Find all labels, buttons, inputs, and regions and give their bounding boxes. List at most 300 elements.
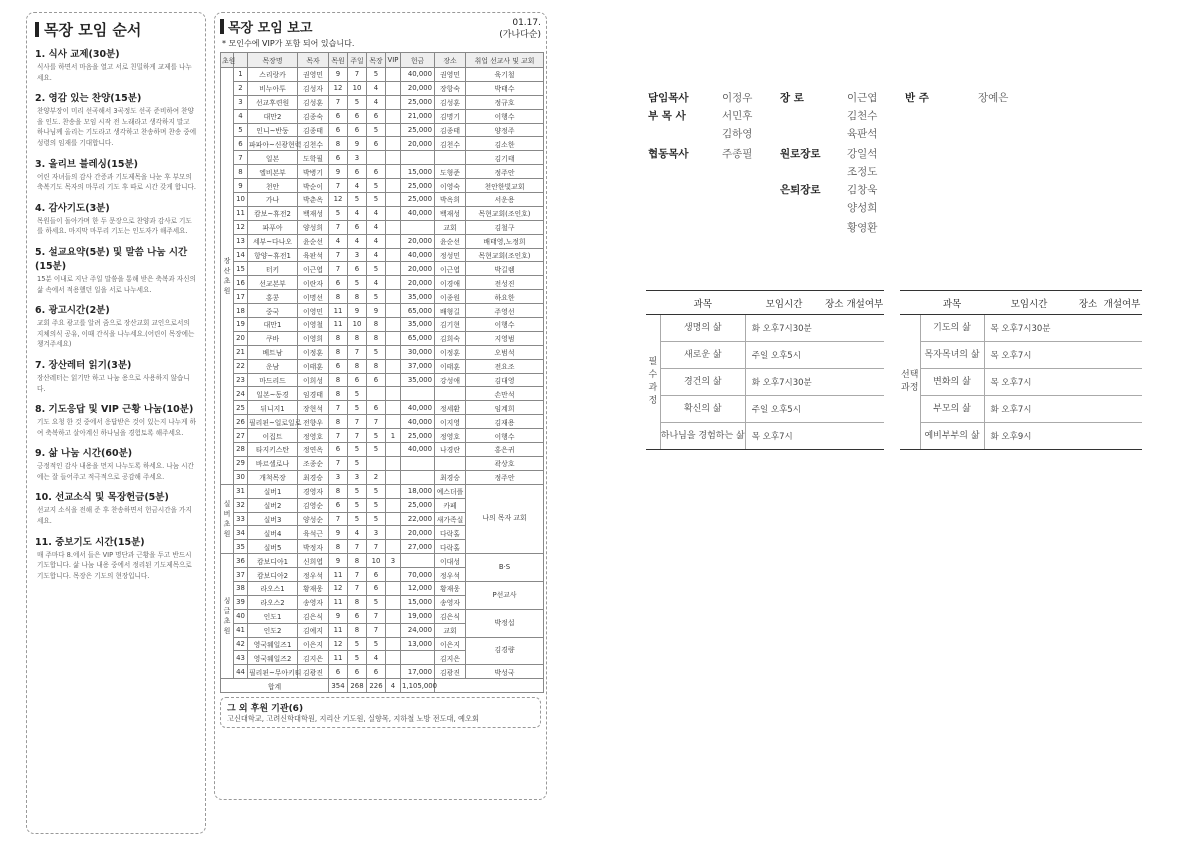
staff-name: 이근엽 [847, 92, 878, 104]
report-cell: 26 [234, 415, 248, 429]
order-section [35, 445, 197, 482]
report-cell: 7 [367, 540, 386, 554]
report-cell: 터키 [248, 262, 298, 276]
report-cell: 권영민 [298, 68, 329, 82]
report-col-header: 초원 [221, 53, 234, 68]
report-cell-mission: 서운용 [466, 193, 544, 207]
report-cell [401, 470, 435, 484]
course-status [846, 342, 884, 369]
report-cell [386, 331, 401, 345]
report-row [221, 581, 544, 595]
report-cell: 5 [348, 512, 367, 526]
report-cell: 12 [329, 637, 348, 651]
course-place [823, 423, 846, 450]
report-cell: 5 [367, 595, 386, 609]
course-row [900, 423, 1142, 450]
report-cell: 5 [367, 429, 386, 443]
course-status [1102, 342, 1142, 369]
report-row [221, 68, 544, 82]
meeting-order-title: 목장 모임 순서 [35, 19, 197, 40]
staff-role: 담임목사 [648, 92, 689, 104]
report-cell: 21,000 [401, 109, 435, 123]
report-row [221, 470, 544, 484]
report-cell: 6 [329, 151, 348, 165]
report-cell: 김지은 [435, 651, 466, 665]
report-row [221, 359, 544, 373]
report-cell [401, 456, 435, 470]
report-cell: 6 [329, 109, 348, 123]
order-section-text: 기도 요청 한 것 중에서 응답받은 것이 있는지 나누게 하여 축복하고 살아계신 하나님을 경험토록 해주세요. [37, 418, 196, 437]
other-support-title: 그 외 후원 기관(6) [227, 704, 304, 715]
course-status [846, 315, 884, 342]
report-cell-mission: 김대영 [466, 373, 544, 387]
total-label: 합계 [221, 679, 329, 693]
total-cell: 226 [367, 679, 386, 693]
report-cell: 타지키스탄 [248, 443, 298, 457]
report-cell: 2 [234, 81, 248, 95]
staff-name: 김창욱 [847, 184, 878, 196]
report-cell: 7 [329, 512, 348, 526]
course-time: 주일 오후5시 [745, 396, 823, 423]
report-cell: 11 [329, 318, 348, 332]
report-cell: 9 [329, 165, 348, 179]
report-cell: 5 [348, 443, 367, 457]
report-cell: 24 [234, 387, 248, 401]
report-cell: 최경승 [435, 470, 466, 484]
report-cell: 김영순 [298, 498, 329, 512]
report-cell [386, 512, 401, 526]
report-row [221, 429, 544, 443]
staff-name: 이정우 [722, 92, 753, 104]
report-row [221, 248, 544, 262]
report-cell [386, 165, 401, 179]
report-cell [386, 637, 401, 651]
course-col-header: 개설여부 [1102, 291, 1142, 315]
report-row [221, 165, 544, 179]
report-cell: 12 [329, 581, 348, 595]
course-time: 화 오후9시 [984, 423, 1074, 450]
course-name: 기도의 삶 [920, 315, 984, 342]
report-cell: 14 [234, 248, 248, 262]
report-cell: 37 [234, 568, 248, 582]
report-cell [435, 151, 466, 165]
report-cell: 정영호 [435, 429, 466, 443]
report-cell: 70,000 [401, 568, 435, 582]
report-cell: 5 [367, 637, 386, 651]
report-cell [435, 456, 466, 470]
report-cell: 전향우 [298, 415, 329, 429]
report-cell: 캄보~휴전2 [248, 206, 298, 220]
report-cell: 이은지 [298, 637, 329, 651]
other-support-box [220, 697, 541, 728]
report-cell-mission: 양정주 [466, 123, 544, 137]
report-col-header: 취업 선교사 및 교회 [466, 53, 544, 68]
report-cell: 강성애 [435, 373, 466, 387]
report-cell-mission: 홍은귀 [466, 443, 544, 457]
course-place [823, 396, 846, 423]
report-cell: 5 [367, 179, 386, 193]
course-row [646, 342, 884, 369]
report-cell [386, 540, 401, 554]
report-cell: 7 [329, 456, 348, 470]
report-cell: 25,000 [401, 123, 435, 137]
report-cell: 양성순 [298, 512, 329, 526]
report-row [221, 234, 544, 248]
report-row [221, 387, 544, 401]
report-cell: 11 [329, 623, 348, 637]
report-row [221, 123, 544, 137]
report-cell: 5 [367, 262, 386, 276]
report-cell-mission: 임계희 [466, 401, 544, 415]
report-cell: 4 [348, 206, 367, 220]
report-cell: 베트남 [248, 345, 298, 359]
report-cell: 21 [234, 345, 248, 359]
report-cell: 김지은 [298, 651, 329, 665]
course-place [1074, 369, 1102, 396]
course-place [823, 369, 846, 396]
report-cell: 65,000 [401, 304, 435, 318]
staff-name: 조정도 [847, 166, 878, 178]
course-time: 화 오후7시30분 [745, 315, 823, 342]
report-cell: 5 [348, 456, 367, 470]
report-cell: 13 [234, 234, 248, 248]
course-group-label: 선택과정 [900, 315, 920, 450]
report-cell [386, 651, 401, 665]
report-cell: 35,000 [401, 373, 435, 387]
report-col-header: 목자 [298, 53, 329, 68]
report-cell: 7 [367, 609, 386, 623]
report-cell: 윤순선 [298, 234, 329, 248]
report-cell: 5 [348, 95, 367, 109]
meeting-order-panel [26, 12, 206, 834]
report-cell: 파파아~신광현력 [248, 137, 298, 151]
report-cell: 김천수 [298, 137, 329, 151]
staff-name: 양성희 [847, 202, 878, 214]
report-cell: 11 [329, 651, 348, 665]
course-place [823, 315, 846, 342]
report-row [221, 443, 544, 457]
course-name: 생명의 삶 [660, 315, 745, 342]
report-cell: 영국웨일즈2 [248, 651, 298, 665]
course-place [1074, 342, 1102, 369]
report-row [221, 193, 544, 207]
order-section-heading: 7. 장산레터 읽기(3분) [35, 359, 132, 371]
report-cell: 6 [348, 373, 367, 387]
report-cell: 11 [329, 595, 348, 609]
report-cell: 28 [234, 443, 248, 457]
report-cell: 31 [234, 484, 248, 498]
report-cell: 9 [348, 137, 367, 151]
order-section-text: 긍정적인 감사 내용을 먼저 나누도록 하세요. 나눔 시간에는 잘 들어주고 적극적으로 공감해 주세요. [37, 462, 194, 481]
report-cell: 5 [367, 290, 386, 304]
report-cell-mission: 이행수 [466, 429, 544, 443]
report-cell: 김광진 [298, 665, 329, 679]
report-cell: 19,000 [401, 609, 435, 623]
course-status [1102, 315, 1142, 342]
report-cell: 25,000 [401, 498, 435, 512]
report-cell: 6 [367, 568, 386, 582]
report-cell: 5 [367, 123, 386, 137]
report-cell: 파푸아 [248, 220, 298, 234]
report-cell [386, 665, 401, 679]
course-time: 목 오후7시30분 [984, 315, 1074, 342]
report-header-row [221, 53, 544, 68]
report-cell: 4 [367, 651, 386, 665]
report-cell: 교회 [435, 220, 466, 234]
report-cell [386, 123, 401, 137]
report-cell: 정영호 [298, 429, 329, 443]
report-cell: 경영자 [298, 484, 329, 498]
report-cell [386, 179, 401, 193]
report-cell: 34 [234, 526, 248, 540]
report-cell: 8 [329, 345, 348, 359]
course-time: 목 오후7시 [984, 369, 1074, 396]
report-cell [386, 151, 401, 165]
report-cell: 12 [329, 193, 348, 207]
report-cell: 20,000 [401, 137, 435, 151]
report-cell: 9 [329, 554, 348, 568]
report-cell: 5 [367, 345, 386, 359]
order-section-heading: 3. 올리브 블레싱(15분) [35, 158, 138, 170]
report-cell: 정세환 [435, 401, 466, 415]
report-cell: 8 [329, 484, 348, 498]
report-cell: 7 [367, 623, 386, 637]
report-col-header: 장소 [435, 53, 466, 68]
report-cell: 6 [329, 665, 348, 679]
report-cell: 이태훈 [298, 359, 329, 373]
report-col-header [234, 53, 248, 68]
order-section-text: 식사를 하면서 마음을 열고 서로 친밀하게 교제를 나누세요. [37, 63, 192, 82]
report-cell: 육석근 [298, 526, 329, 540]
course-name: 경건의 삶 [660, 369, 745, 396]
order-section-heading: 5. 설교요약(5분) 및 말씀 나눔 시간(15분) [35, 246, 188, 272]
order-section-heading: 9. 삶 나눔 시간(60분) [35, 448, 133, 460]
report-cell: 실버2 [248, 498, 298, 512]
report-cell [386, 234, 401, 248]
report-cell-mission: 김철구 [466, 220, 544, 234]
report-cell: 8 [329, 415, 348, 429]
report-cell: 7 [367, 415, 386, 429]
report-cell: 6 [367, 109, 386, 123]
report-col-header: 목장명 [248, 53, 298, 68]
course-status [1102, 369, 1142, 396]
report-cell: 윤순선 [435, 234, 466, 248]
report-table [220, 52, 544, 693]
report-cell: 8 [329, 137, 348, 151]
report-cell: 마드리드 [248, 373, 298, 387]
report-cell: 캄보디아2 [248, 568, 298, 582]
report-cell [401, 151, 435, 165]
report-cell-mission: 이행수 [466, 318, 544, 332]
order-section-heading: 6. 광고시간(2분) [35, 305, 110, 317]
report-cell: 6 [348, 609, 367, 623]
report-cell: 6 [367, 137, 386, 151]
course-col-header: 모임시간 [984, 291, 1074, 315]
staff-role: 원로장로 [780, 148, 821, 160]
report-cell [386, 68, 401, 82]
report-cell: 9 [329, 526, 348, 540]
report-cell-mission: 하요한 [466, 290, 544, 304]
order-section-text: 어린 자녀들의 감사 간증과 기도제목을 나눈 후 부모의 축복기도 목자의 마무리 기도 후 따로 시간 갖게 합니다. [37, 172, 196, 192]
report-cell: 3 [367, 526, 386, 540]
report-cell-mission: 박정섭 [466, 609, 544, 637]
order-section [35, 357, 197, 394]
course-col-header: 장소 [1074, 291, 1102, 315]
report-cell [367, 456, 386, 470]
report-cell: 배형길 [435, 304, 466, 318]
report-cell: 5 [329, 206, 348, 220]
report-cell [386, 220, 401, 234]
report-cell: 27 [234, 429, 248, 443]
report-row [221, 637, 544, 651]
report-cell: 22 [234, 359, 248, 373]
order-section-text: 선교지 소식을 전해 준 후 찬송하면서 헌금시간을 가지세요. [37, 506, 192, 526]
order-section-heading: 10. 선교소식 및 목장헌금(5분) [35, 492, 169, 504]
report-cell-mission: 목현교회(조인호) [466, 206, 544, 220]
report-cell: 바르셀로나 [248, 456, 298, 470]
report-cell: 4 [367, 81, 386, 95]
report-row [221, 109, 544, 123]
report-cell-mission: B·S [466, 554, 544, 582]
report-cell: 7 [348, 68, 367, 82]
report-cell [386, 484, 401, 498]
report-cell: 3 [234, 95, 248, 109]
report-cell: 최경승 [298, 470, 329, 484]
report-cell: 20 [234, 331, 248, 345]
report-cell [386, 498, 401, 512]
report-cell: 김천수 [435, 137, 466, 151]
report-cell: 이근엽 [435, 262, 466, 276]
report-cell: 30,000 [401, 345, 435, 359]
report-cell-mission: 오범석 [466, 345, 544, 359]
report-cell: 6 [329, 359, 348, 373]
report-cell [386, 456, 401, 470]
report-cell: 5 [367, 512, 386, 526]
report-row [221, 206, 544, 220]
report-cell-mission: 박길렘 [466, 262, 544, 276]
order-section-heading: 2. 영감 있는 찬양(15분) [35, 93, 142, 105]
report-cell-mission: 배태영,노정희 [466, 234, 544, 248]
report-cell: 신희엽 [298, 554, 329, 568]
report-cell-mission: 정주안 [466, 470, 544, 484]
report-cell: 인도2 [248, 623, 298, 637]
report-cell: 40,000 [401, 443, 435, 457]
report-cell: 20,000 [401, 526, 435, 540]
report-cell [386, 262, 401, 276]
report-cell: 5 [348, 401, 367, 415]
report-cell: 박병기 [298, 165, 329, 179]
report-cell: 17 [234, 290, 248, 304]
report-cell: 20,000 [401, 276, 435, 290]
report-cell-mission: 주영선 [466, 304, 544, 318]
report-cell: 홍콩 [248, 290, 298, 304]
report-cell: 33 [234, 512, 248, 526]
report-cell: 7 [348, 540, 367, 554]
report-cell: 3 [386, 554, 401, 568]
report-cell: 8 [329, 331, 348, 345]
report-cell: 필리핀~일로일로 [248, 415, 298, 429]
report-cell: 40,000 [401, 68, 435, 82]
report-cell: 김예지 [298, 623, 329, 637]
order-section-text: 매 주마다 8.에서 들은 VIP 명단과 근황을 두고 반드시 기도합니다. 삶 나눔 내용 중에서 정리된 기도제목으로 기도합니다. 목장은 기도의 현장입니다. [37, 550, 192, 580]
report-cell: 6 [348, 165, 367, 179]
course-time: 주일 오후5시 [745, 342, 823, 369]
report-row [221, 331, 544, 345]
report-cell-mission: 정주안 [466, 165, 544, 179]
report-cell: 4 [367, 234, 386, 248]
course-col-header: 장소 [823, 291, 846, 315]
report-cell: 5 [367, 193, 386, 207]
report-cell: 박정자 [298, 540, 329, 554]
course-row [900, 315, 1142, 342]
order-section [35, 302, 197, 350]
report-cell: 실버4 [248, 526, 298, 540]
report-cell: 18 [234, 304, 248, 318]
report-cell: 선교후련원 [248, 95, 298, 109]
report-cell: 김은식 [298, 609, 329, 623]
report-cell: 일본~동경 [248, 387, 298, 401]
report-cell: 6 [348, 109, 367, 123]
other-support-list: 고신대학교, 고려신학대학원, 지리산 기도원, 실향목, 지하철 노방 전도대, 예오회 [227, 714, 479, 724]
report-cell: 44 [234, 665, 248, 679]
report-cell: 박춘옥 [298, 193, 329, 207]
report-cell: 송영자 [435, 595, 466, 609]
staff-name: 김하영 [722, 128, 753, 140]
staff-name: 강일석 [847, 148, 878, 160]
report-cell: 8 [348, 554, 367, 568]
report-cell: 백재성 [298, 206, 329, 220]
report-cell: 4 [367, 95, 386, 109]
report-row [221, 456, 544, 470]
report-cell: 필리핀~무아키티 [248, 665, 298, 679]
report-cell: 6 [367, 581, 386, 595]
report-cell: 이지영 [435, 415, 466, 429]
title-bar-icon [220, 19, 224, 34]
course-name: 부모의 삶 [920, 396, 984, 423]
report-cell: 20,000 [401, 81, 435, 95]
report-cell: 5 [348, 276, 367, 290]
report-cell-mission: 정규호 [466, 95, 544, 109]
report-cell-mission: 김소한 [466, 137, 544, 151]
course-name: 확신의 삶 [660, 396, 745, 423]
report-cell [386, 443, 401, 457]
report-date: 01.17. (가나다순) [499, 18, 541, 40]
report-cell: 이영숙 [435, 179, 466, 193]
course-col-header: 개설여부 [846, 291, 884, 315]
report-cell [401, 387, 435, 401]
report-cell: 40,000 [401, 401, 435, 415]
report-cell: 이란자 [298, 276, 329, 290]
report-cell: 20,000 [401, 262, 435, 276]
report-cell: 비누아투 [248, 81, 298, 95]
report-cell: 송영자 [298, 595, 329, 609]
report-cell: 양성희 [298, 220, 329, 234]
report-note: * 모인수에 VIP가 포함 되어 있습니다. [222, 39, 355, 48]
order-section [35, 401, 197, 438]
report-cell: 37,000 [401, 359, 435, 373]
course-col-header [900, 291, 920, 315]
report-row [221, 484, 544, 498]
report-cell: 7 [329, 220, 348, 234]
report-cell: 4 [234, 109, 248, 123]
report-cell: 이태훈 [435, 359, 466, 373]
report-cell: 25,000 [401, 179, 435, 193]
report-cell: 29 [234, 456, 248, 470]
report-cell: 8 [367, 359, 386, 373]
total-offering: 1,105,000 [401, 679, 435, 693]
report-cell: 황재웅 [435, 581, 466, 595]
report-cell: 7 [348, 568, 367, 582]
